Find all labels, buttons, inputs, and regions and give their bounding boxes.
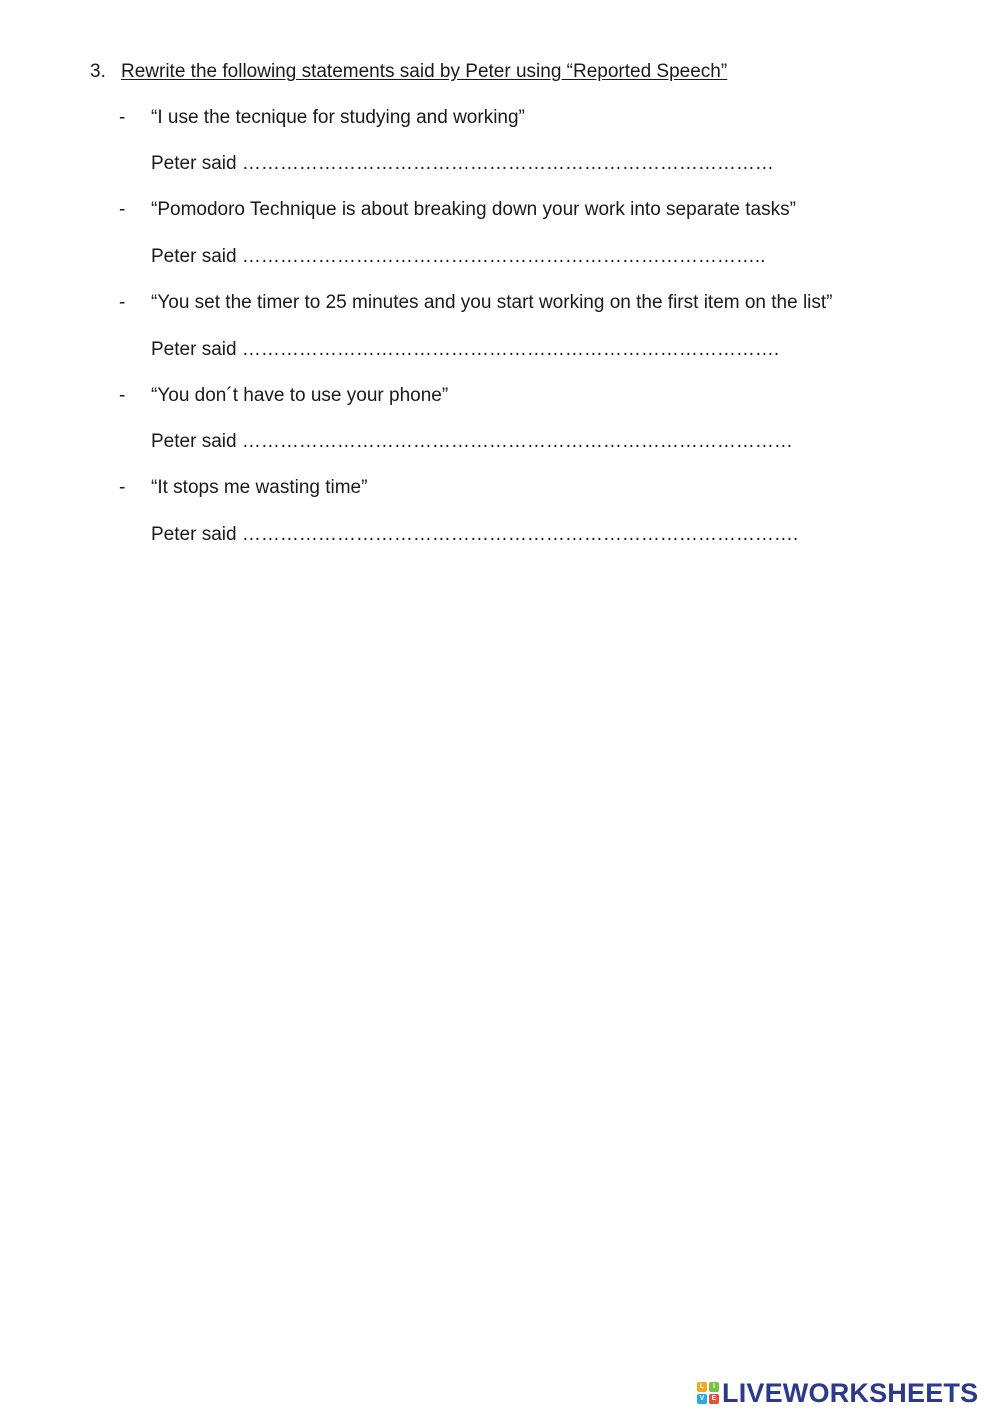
statement-item (119, 106, 939, 130)
liveworksheets-logo (697, 1377, 978, 1409)
answer-line[interactable]: Peter said ………………………………………………………………………… (151, 153, 774, 174)
question-heading (90, 60, 950, 84)
statement-text: “Pomodoro Technique is about breaking down your work into separate tasks” (151, 199, 796, 220)
question-number: 3. (90, 61, 106, 82)
logo-mark-icon (697, 1382, 719, 1404)
statement-text: “You set the timer to 25 minutes and you start working on the first item on the list” (151, 292, 833, 313)
question-title: Rewrite the following statements said by Peter using “Reported Speech” (121, 61, 728, 82)
logo-mark-tile: V (697, 1394, 707, 1404)
statement-item (119, 384, 939, 408)
logo-mark-tile: I (709, 1382, 719, 1392)
statement-item (119, 291, 939, 315)
answer-line[interactable]: Peter said …………………………………………………………………………… (151, 431, 793, 452)
logo-mark-tile: L (697, 1382, 707, 1392)
statement-text: “You don´t have to use your phone” (151, 385, 449, 406)
list-dash: - (119, 199, 126, 220)
answer-line[interactable]: Peter said ……………………………………………………………………….. (151, 246, 766, 267)
statement-text: “I use the tecnique for studying and working” (151, 107, 525, 128)
list-dash: - (119, 385, 126, 406)
answer-line[interactable]: Peter said …………………………………………………………………………. (151, 339, 780, 360)
logo-text: LIVEWORKSHEETS (722, 1377, 979, 1408)
answer-line[interactable]: Peter said ……………………………………………………………………………. (151, 524, 799, 545)
list-dash: - (119, 107, 126, 128)
statement-item (119, 198, 939, 222)
statement-text: “It stops me wasting time” (151, 477, 368, 498)
list-dash: - (119, 477, 126, 498)
statement-item (119, 476, 939, 500)
list-dash: - (119, 292, 126, 313)
logo-mark-tile: E (709, 1394, 719, 1404)
